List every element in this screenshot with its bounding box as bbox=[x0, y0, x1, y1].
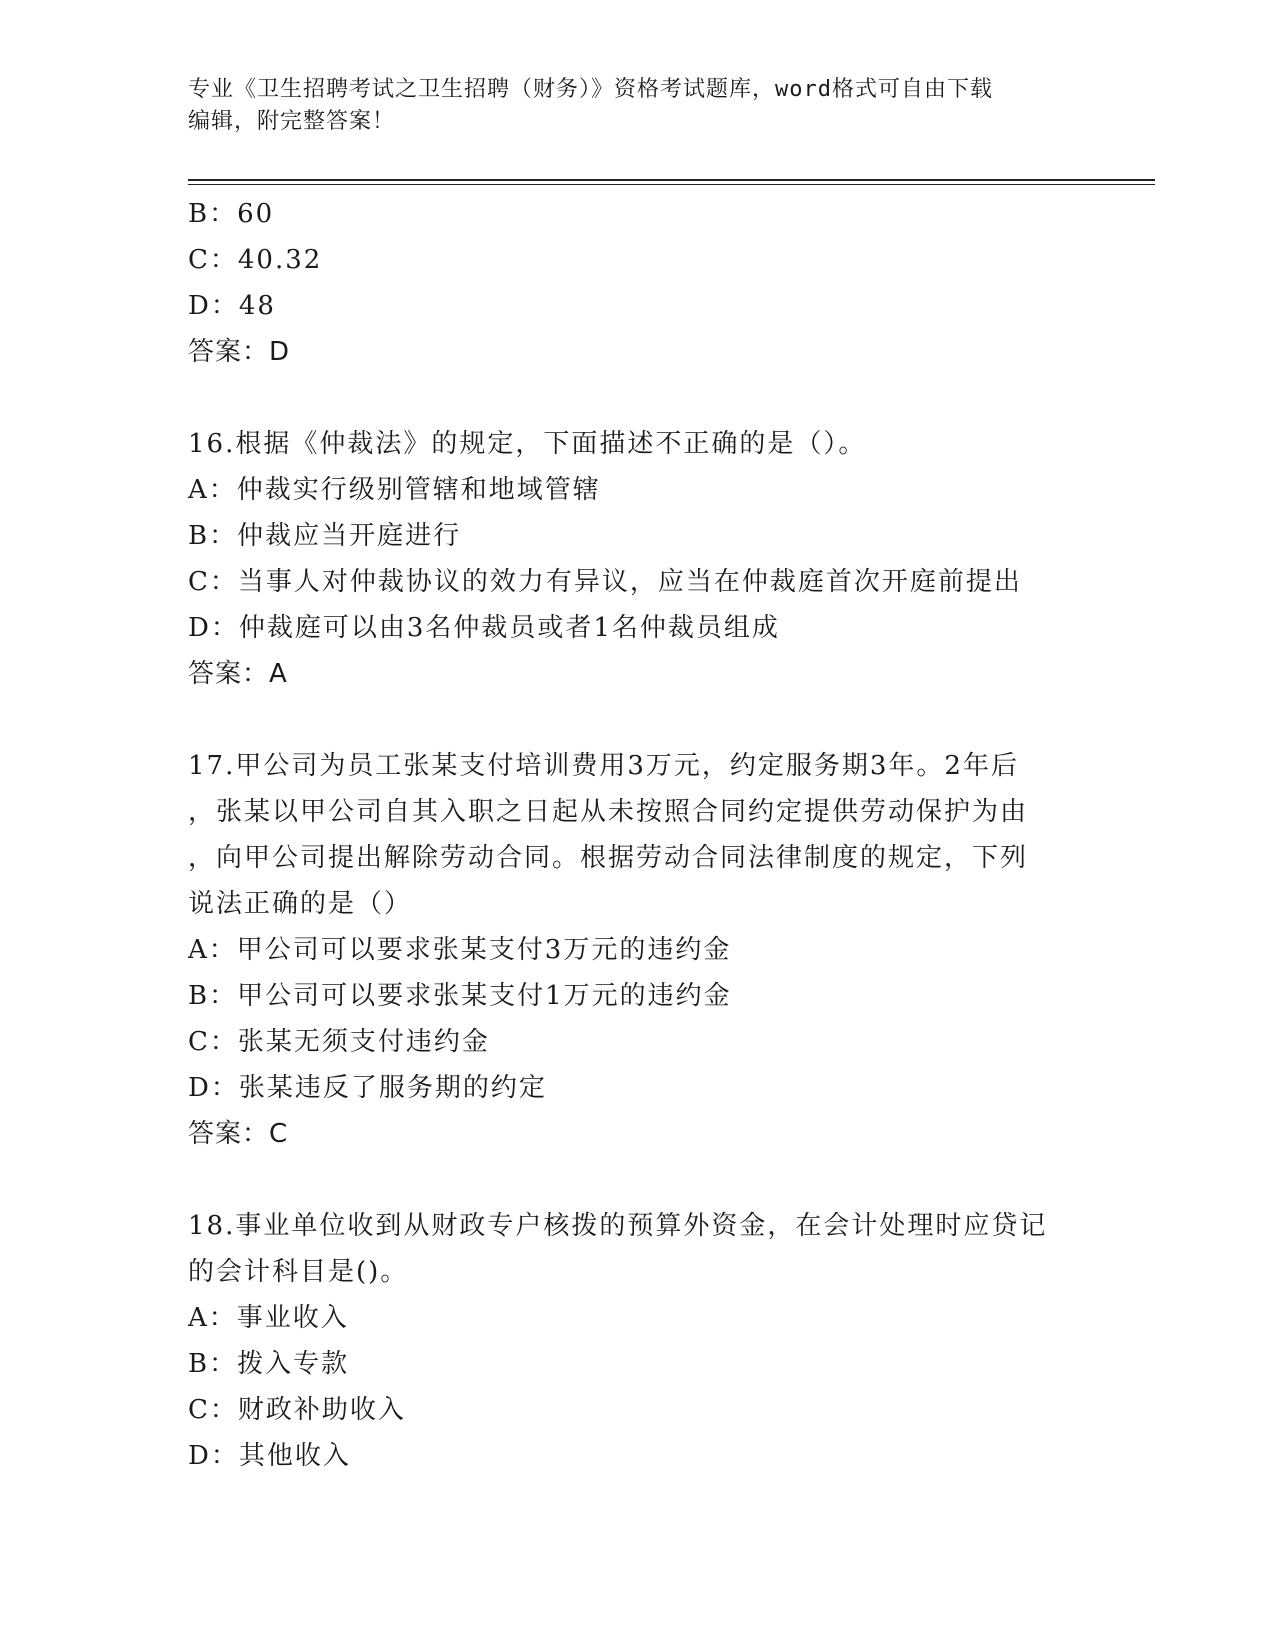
option-b: B：甲公司可以要求张某支付1万元的违约金 bbox=[188, 981, 732, 1011]
question-stem-line: 的会计科目是()。 bbox=[188, 1257, 409, 1287]
question-stem-line: ，向甲公司提出解除劳动合同。根据劳动合同法律制度的规定，下列 bbox=[188, 843, 1029, 873]
question-stem-line: ，张某以甲公司自其入职之日起从未按照合同约定提供劳动保护为由 bbox=[188, 797, 1029, 827]
header-divider bbox=[188, 179, 1155, 185]
answer-line: 答案：C bbox=[188, 1119, 289, 1149]
answer-line: 答案：D bbox=[188, 337, 291, 367]
question-15 bbox=[188, 191, 1078, 375]
option-c: C：张某无须支付违约金 bbox=[188, 1027, 490, 1057]
option-b: B：仲裁应当开庭进行 bbox=[188, 521, 462, 551]
page-header bbox=[188, 74, 1088, 138]
header-line-2: 编辑，附完整答案！ bbox=[188, 109, 396, 134]
option-a: A：仲裁实行级别管辖和地域管辖 bbox=[188, 475, 601, 505]
option-d: D：其他收入 bbox=[188, 1441, 351, 1471]
option-c: C：40.32 bbox=[188, 245, 323, 275]
answer-line: 答案：A bbox=[188, 659, 288, 689]
question-17 bbox=[188, 743, 1078, 1157]
option-d: D：48 bbox=[188, 291, 276, 321]
question-16 bbox=[188, 421, 1078, 697]
option-a: A：甲公司可以要求张某支付3万元的违约金 bbox=[188, 935, 732, 965]
option-c: C：当事人对仲裁协议的效力有异议，应当在仲裁庭首次开庭前提出 bbox=[188, 567, 1022, 597]
option-b: B：60 bbox=[188, 199, 275, 229]
question-stem-line: 说法正确的是（） bbox=[188, 889, 413, 919]
option-a: A：事业收入 bbox=[188, 1303, 349, 1333]
spacer bbox=[188, 697, 1078, 743]
option-d: D：仲裁庭可以由3名仲裁员或者1名仲裁员组成 bbox=[188, 613, 780, 643]
question-stem: 16.根据《仲裁法》的规定，下面描述不正确的是（）。 bbox=[188, 429, 867, 459]
question-stem-line: 18.事业单位收到从财政专户核拨的预算外资金，在会计处理时应贷记 bbox=[188, 1211, 1048, 1241]
spacer bbox=[188, 375, 1078, 421]
question-stem-line: 17.甲公司为员工张某支付培训费用3万元，约定服务期3年。2年后 bbox=[188, 751, 1019, 781]
question-list bbox=[188, 191, 1078, 1479]
option-d: D：张某违反了服务期的约定 bbox=[188, 1073, 547, 1103]
question-18 bbox=[188, 1203, 1078, 1479]
option-b: B：拨入专款 bbox=[188, 1349, 350, 1379]
option-c: C：财政补助收入 bbox=[188, 1395, 406, 1425]
spacer bbox=[188, 1157, 1078, 1203]
header-line-1: 专业《卫生招聘考试之卫生招聘（财务）》资格考试题库，word格式可自由下载 bbox=[188, 77, 993, 102]
